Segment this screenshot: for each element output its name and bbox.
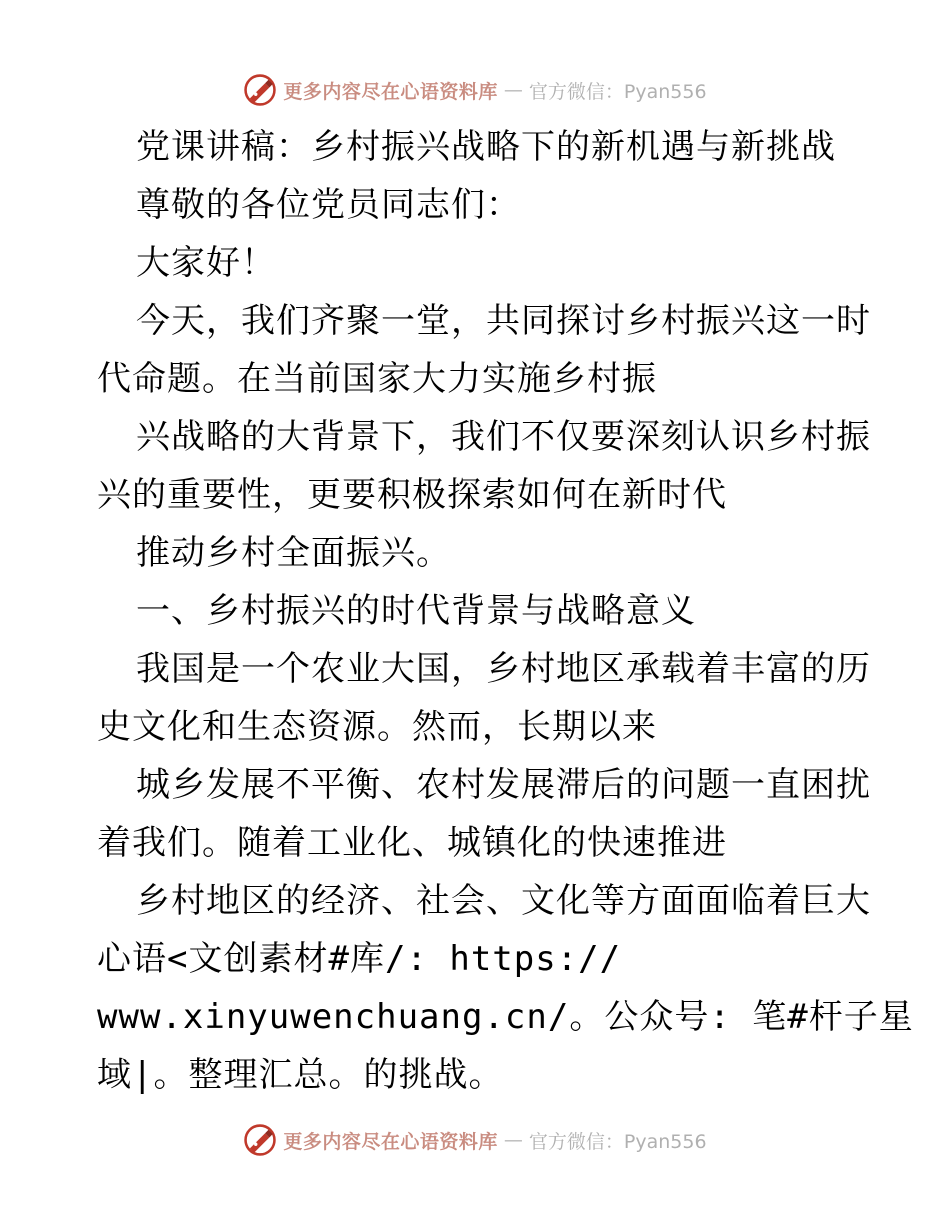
pen-logo-icon [243, 73, 277, 107]
paragraph-line: 代命题。在当前国家大力实施乡村振 [97, 359, 657, 399]
salutation: 尊敬的各位党员同志们： [136, 185, 521, 225]
section-heading: 一、乡村振兴的时代背景与战略意义 [136, 591, 696, 631]
paragraph-line: 推动乡村全面振兴。 [136, 533, 451, 573]
watermark-wechat-text: 官方微信：Pyan556 [528, 80, 707, 103]
greeting: 大家好！ [136, 243, 276, 283]
paragraph-line: 史文化和生态资源。然而，长期以来 [97, 707, 657, 747]
header-watermark [0, 70, 950, 110]
paragraph-line: 我国是一个农业大国，乡村地区承载着丰富的历 [136, 649, 871, 689]
paragraph-line: 城乡发展不平衡、农村发展滞后的问题一直困扰 [136, 765, 871, 805]
footer-watermark [0, 1120, 950, 1160]
paragraph-line: 今天，我们齐聚一堂，共同探讨乡村振兴这一时 [136, 301, 871, 341]
watermark-separator: — [503, 79, 523, 101]
paragraph-line: 兴的重要性，更要积极探索如何在新时代 [97, 475, 727, 515]
pen-logo-icon [243, 1123, 277, 1157]
watermark-wechat-text: 官方微信：Pyan556 [528, 1130, 707, 1153]
paragraph-line: www.xinyuwenchuang.cn/。公众号: 笔#杆子星 [97, 997, 914, 1037]
paragraph-line: 兴战略的大背景下，我们不仅要深刻认识乡村振 [136, 417, 871, 457]
paragraph-line: 乡村地区的经济、社会、文化等方面面临着巨大 [136, 881, 871, 921]
watermark-site-text: 更多内容尽在心语资料库 [283, 1130, 498, 1153]
paragraph-line: 域|。整理汇总。的挑战。 [97, 1055, 504, 1095]
paragraph-line: 着我们。随着工业化、城镇化的快速推进 [97, 823, 727, 863]
document-title: 党课讲稿：乡村振兴战略下的新机遇与新挑战 [136, 127, 836, 167]
paragraph-line: 心语<文创素材#库/: https:// [97, 939, 622, 979]
watermark-separator: — [503, 1129, 523, 1151]
watermark-site-text: 更多内容尽在心语资料库 [283, 80, 498, 103]
